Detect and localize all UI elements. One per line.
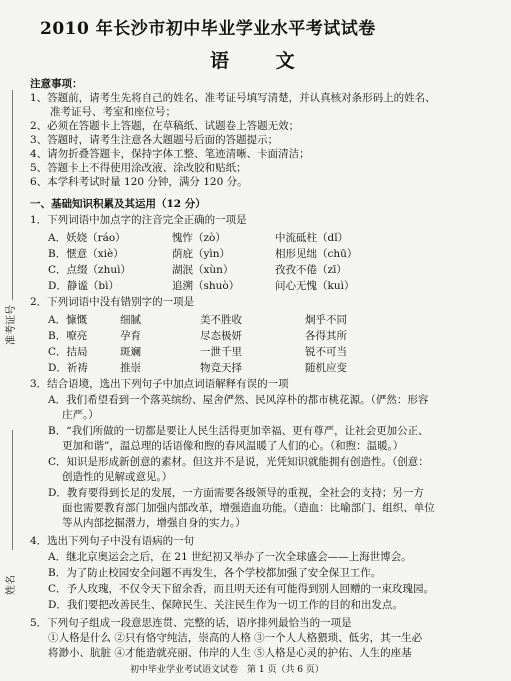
section-heading: 一、基础知识积累及其运用（12 分） (30, 198, 206, 210)
q4-line: B．为了防止校园安全问题不再发生，各个学校都加强了安全保卫工作。 (48, 567, 382, 579)
q1-option-c: C．点缀（zhuì） (48, 264, 131, 276)
q3-line: 面也需要教育部门加强内部改革，增强造血功能。（造血：比喻部门、组织、单位 (62, 502, 435, 514)
q3-line: 创造性的见解或意见。） (62, 471, 173, 483)
page-footer: 初中毕业学业考试语文试卷 第 1 页（共 6 页） (130, 665, 324, 675)
q3-line: 更加和谐”，温总理的话语像和煦的春风温暖了人们的心。（和煦：温暖。） (62, 440, 404, 452)
q1-option-a: A．妖娆（ráo） (48, 232, 126, 244)
q1-option-c-word3: 孜孜不倦（zī） (275, 264, 347, 276)
q5-line: 将渺小、肮脏 ④才能造就亮丽、伟岸的人生 ⑤人格是心灵的护佑、人生的座基 (48, 647, 412, 659)
q1-option-d-word2: 追溯（shuò） (172, 280, 240, 292)
notice-heading: 注意事项： (30, 78, 83, 90)
q1-option-a-word3: 中流砥柱（dǐ） (275, 232, 349, 244)
notice-item: 4、请勿折叠答题卡，保持字体工整、笔迹清晰、卡面清洁； (30, 148, 310, 160)
exam-title: 2010 年长沙市初中毕业学业水平考试试卷 (40, 19, 376, 39)
notice-item: 3、答题时，请考生注意各大题题号后面的答题提示； (30, 134, 279, 146)
margin-id-label: 准考证号 (6, 305, 17, 345)
question-4-stem: 4．选出下列句子中没有语病的一句 (30, 535, 195, 547)
q2-option-c-word4: 锐不可当 (305, 346, 347, 358)
q4-line: C．予人玫瑰，不仅令天下留余香，而且明天还有可能得到别人回赠的一束玫瑰园。 (48, 583, 435, 595)
question-1-stem: 1．下列词语中加点字的注音完全正确的一项是 (30, 214, 247, 226)
question-3-stem: 3．结合语境，选出下列句子中加点词语解释有误的一项 (30, 378, 289, 390)
q1-option-b-word3: 相形见绌（chū） (275, 248, 358, 260)
margin-divider-bottom (12, 430, 13, 550)
q2-option-d-word2: 推崇 (120, 362, 141, 374)
q2-option-b-word4: 各得其所 (305, 330, 347, 342)
q4-line: D．我们要把改善民生、保障民生、关注民生作为一切工作的目的和出发点。 (48, 599, 403, 611)
q1-option-c-word2: 湖泯（xùn） (172, 264, 234, 276)
q2-option-a-word3: 美不胜收 (200, 314, 242, 326)
margin-divider-top (12, 90, 13, 300)
q3-line: D．教育要得到长足的发展，一方面需要各级领导的重视，全社会的支持；另一方 (48, 487, 424, 499)
q1-option-b: B．惬意（xiè） (48, 248, 124, 260)
q3-line: 庄严。） (62, 409, 99, 421)
q1-option-d-word3: 问心无愧（kuì） (275, 280, 355, 292)
q2-option-d: D．祈祷 (48, 362, 88, 374)
notice-item: 1、答题前，请考生先将自己的姓名、准考证号填写清楚，并认真核对条形码上的姓名、 (30, 92, 436, 104)
q2-option-a-word4: 炯乎不同 (305, 314, 347, 326)
q3-line: A．我们希望看到一个落英缤纷、屋舍俨然、民风淳朴的都市桃花源。（俨然：形容 (48, 394, 429, 406)
question-2-stem: 2．下列词语中没有错别字的一项是 (30, 296, 195, 308)
notice-item: 准考证号、考室和座位号； (50, 106, 176, 118)
q1-option-a-word2: 愧怍（zò） (172, 232, 226, 244)
q2-option-a-word2: 细腻 (120, 314, 141, 326)
q5-line: ①人格是什么 ②只有恪守纯洁，崇高的人格 ③一个人人格猥琐、低劣，其一生必 (48, 632, 423, 644)
q2-option-d-word4: 随机应变 (305, 362, 347, 374)
notice-item: 5、答题卡上不得使用涂改液、涂改胶和贴纸； (30, 162, 247, 174)
q2-option-c: C．拮局 (48, 346, 88, 358)
notice-item: 6、本学科考试时量 120 分钟，满分 120 分。 (30, 176, 248, 188)
subject-title: 语 文 (210, 50, 315, 72)
margin-name-label: 姓名 (6, 575, 17, 595)
question-5-stem: 5．下列句子组成一段意思连贯、完整的话，语序排列最恰当的一项是 (30, 617, 352, 629)
q1-option-b-word2: 荫庇（yìn） (172, 248, 231, 260)
q2-option-b: B．嘹亮 (48, 330, 88, 342)
q3-line: 等从内部挖掘潜力，增强自身的实力。） (62, 517, 246, 529)
q2-option-b-word3: 尽态极妍 (200, 330, 242, 342)
q2-option-a: A．慷慨 (48, 314, 88, 326)
q4-line: A．继北京奥运会之后，在 21 世纪初又举办了一次全球盛会——上海世博会。 (48, 551, 412, 563)
q2-option-c-word2: 斑斓 (120, 346, 141, 358)
q2-option-d-word3: 物竞天择 (200, 362, 242, 374)
notice-item: 2、必须在答题卡上答题，在草稿纸、试题卷上答题无效； (30, 120, 300, 132)
q2-option-c-word3: 一泄千里 (200, 346, 242, 358)
q1-option-d: D．静谧（bì） (48, 280, 119, 292)
q3-line: C．知识是形成新创意的素材。但这并不是说，光凭知识就能拥有创造性。（创意： (48, 456, 429, 468)
q3-line: B．“我们所做的一切都是要让人民生活得更加幸福、更有尊严，让社会更加公正、 (48, 425, 429, 437)
q2-option-b-word2: 孕育 (120, 330, 141, 342)
